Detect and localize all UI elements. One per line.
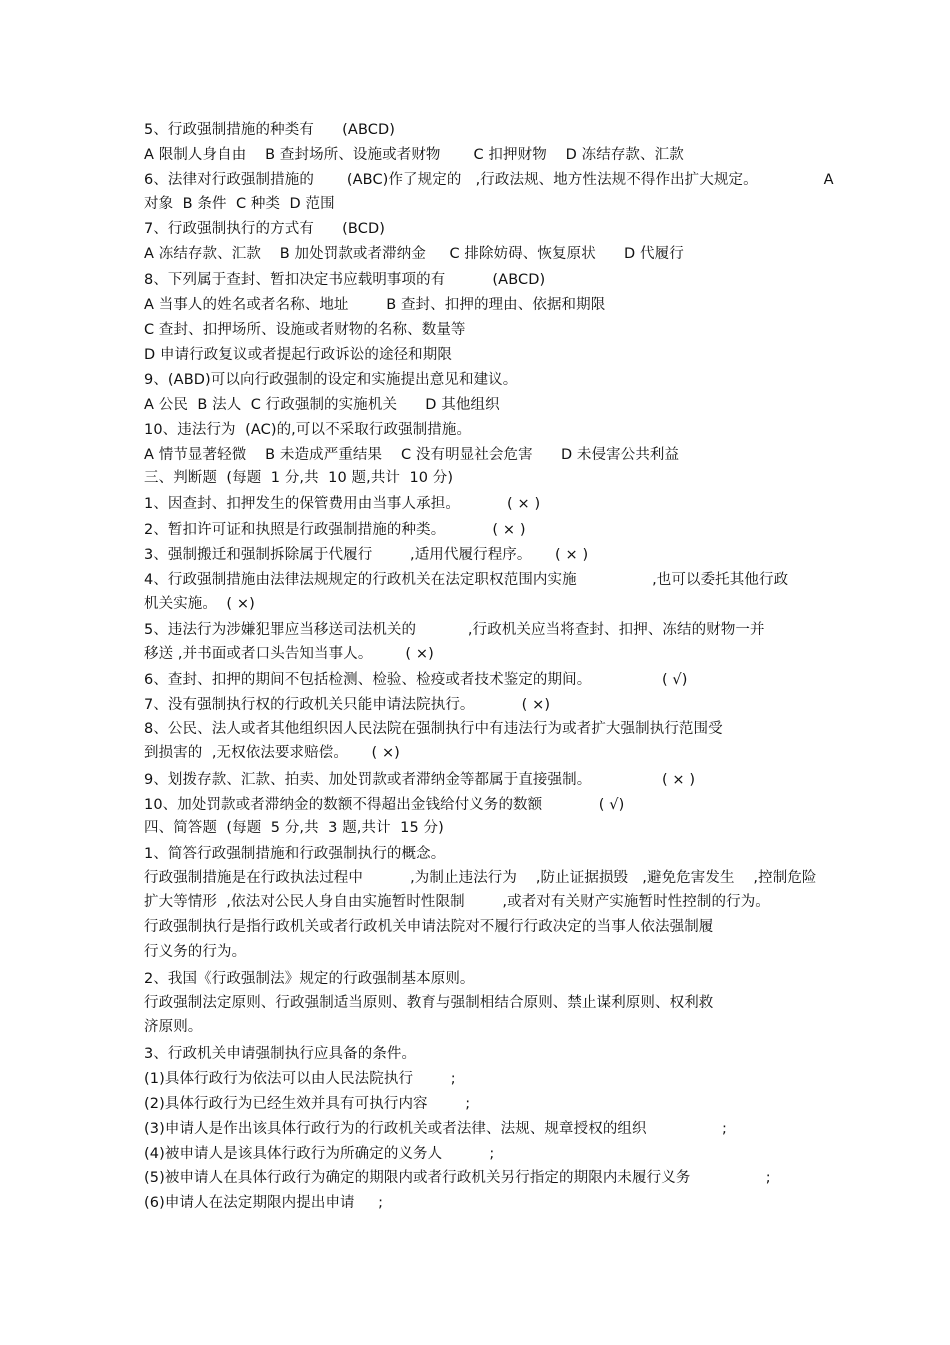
- sa-answer-1-line2: 扩大等情形 ,依法对公民人身自由实施暂时性限制 ,或者对有关财产实施暂时性控制的行为。: [144, 894, 770, 910]
- sa-answer-3-item-1: (1)具体行政行为依法可以由人民法院执行 ;: [144, 1071, 456, 1087]
- tf-item-2: 2、暂扣许可证和执照是行政强制措施的种类。 ( × ): [144, 522, 526, 538]
- section-heading-true-false: 三、判断题 (每题 1 分,共 10 题,共计 10 分): [144, 470, 454, 486]
- q9-stem: 9、(ABD)可以向行政强制的设定和实施提出意见和建议。: [144, 372, 518, 388]
- tf-item-3: 3、强制搬迁和强制拆除属于代履行 ,适用代履行程序。 ( × ): [144, 547, 589, 563]
- q7-stem: 7、行政强制执行的方式有 (BCD): [144, 221, 385, 237]
- tf-item-1: 1、因查封、扣押发生的保管费用由当事人承担。 ( × ): [144, 496, 541, 512]
- tf-item-6: 6、查封、扣押的期间不包括检测、检验、检疫或者技术鉴定的期间。 ( √): [144, 672, 688, 688]
- sa-answer-1-line1: 行政强制措施是在行政执法过程中 ,为制止违法行为 ,防止证据损毁 ,避免危害发生 ,控制危险: [144, 870, 817, 886]
- sa-answer-3-item-4: (4)被申请人是该具体行政行为所确定的义务人 ;: [144, 1146, 495, 1162]
- tf-item-10: 10、加处罚款或者滞纳金的数额不得超出金钱给付义务的数额 ( √): [144, 797, 625, 813]
- q8-options-ab: A 当事人的姓名或者名称、地址 B 查封、扣押的理由、依据和期限: [144, 297, 606, 313]
- sa-question-1: 1、简答行政强制措施和行政强制执行的概念。: [144, 846, 446, 862]
- tf-item-4-line2: 机关实施。 ( ×): [144, 596, 255, 612]
- sa-answer-2-line1: 行政强制法定原则、行政强制适当原则、教育与强制相结合原则、禁止谋利原则、权利救: [144, 995, 714, 1011]
- q10-stem: 10、违法行为 (AC)的,可以不采取行政强制措施。: [144, 422, 472, 438]
- tf-item-4-line1: 4、行政强制措施由法律法规规定的行政机关在法定职权范围内实施 ,也可以委托其他行政: [144, 572, 789, 588]
- tf-item-5-line2: 移送 ,并书面或者口头告知当事人。 ( ×): [144, 646, 434, 662]
- q6-options: 对象 B 条件 C 种类 D 范围: [144, 196, 335, 212]
- sa-answer-1-line4: 行义务的行为。: [144, 944, 247, 960]
- tf-item-7: 7、没有强制执行权的行政机关只能申请法院执行。 ( ×): [144, 697, 551, 713]
- sa-answer-3-item-6: (6)申请人在法定期限内提出申请 ;: [144, 1195, 384, 1211]
- q5-stem: 5、行政强制措施的种类有 (ABCD): [144, 122, 395, 138]
- tf-item-9: 9、划拨存款、汇款、拍卖、加处罚款或者滞纳金等都属于直接强制。 ( × ): [144, 772, 696, 788]
- section-heading-short-answer: 四、简答题 (每题 5 分,共 3 题,共计 15 分): [144, 820, 444, 836]
- q10-options: A 情节显著轻微 B 未造成严重结果 C 没有明显社会危害 D 未侵害公共利益: [144, 447, 680, 463]
- sa-answer-1-line3: 行政强制执行是指行政机关或者行政机关申请法院对不履行行政决定的当事人依法强制履: [144, 919, 714, 935]
- sa-answer-2-line2: 济原则。: [144, 1019, 203, 1035]
- q8-option-d: D 申请行政复议或者提起行政诉讼的途径和期限: [144, 347, 452, 363]
- sa-question-3: 3、行政机关申请强制执行应具备的条件。: [144, 1046, 417, 1062]
- sa-answer-3-item-5: (5)被申请人在具体行政行为确定的期限内或者行政机关另行指定的期限内未履行义务 ;: [144, 1170, 771, 1186]
- q8-stem: 8、下列属于查封、暂扣决定书应载明事项的有 (ABCD): [144, 272, 546, 288]
- tf-item-8-line1: 8、公民、法人或者其他组织因人民法院在强制执行中有违法行为或者扩大强制执行范围受: [144, 721, 723, 737]
- sa-answer-3-item-2: (2)具体行政行为已经生效并具有可执行内容 ;: [144, 1096, 471, 1112]
- q5-options: A 限制人身自由 B 查封场所、设施或者财物 C 扣押财物 D 冻结存款、汇款: [144, 147, 684, 163]
- tf-item-8-line2: 到损害的 ,无权依法要求赔偿。 ( ×): [144, 745, 400, 761]
- tf-item-5-line1: 5、违法行为涉嫌犯罪应当移送司法机关的 ,行政机关应当将查封、扣押、冻结的财物一并: [144, 622, 765, 638]
- sa-question-2: 2、我国《行政强制法》规定的行政强制基本原则。: [144, 971, 475, 987]
- q8-option-c: C 查封、扣押场所、设施或者财物的名称、数量等: [144, 322, 466, 338]
- q7-options: A 冻结存款、汇款 B 加处罚款或者滞纳金 C 排除妨碍、恢复原状 D 代履行: [144, 246, 684, 262]
- q6-stem: 6、法律对行政强制措施的 (ABC)作了规定的 ,行政法规、地方性法规不得作出扩大规定。 A: [144, 172, 834, 188]
- sa-answer-3-item-3: (3)申请人是作出该具体行政行为的行政机关或者法律、法规、规章授权的组织 ;: [144, 1121, 727, 1137]
- q9-options: A 公民 B 法人 C 行政强制的实施机关 D 其他组织: [144, 397, 500, 413]
